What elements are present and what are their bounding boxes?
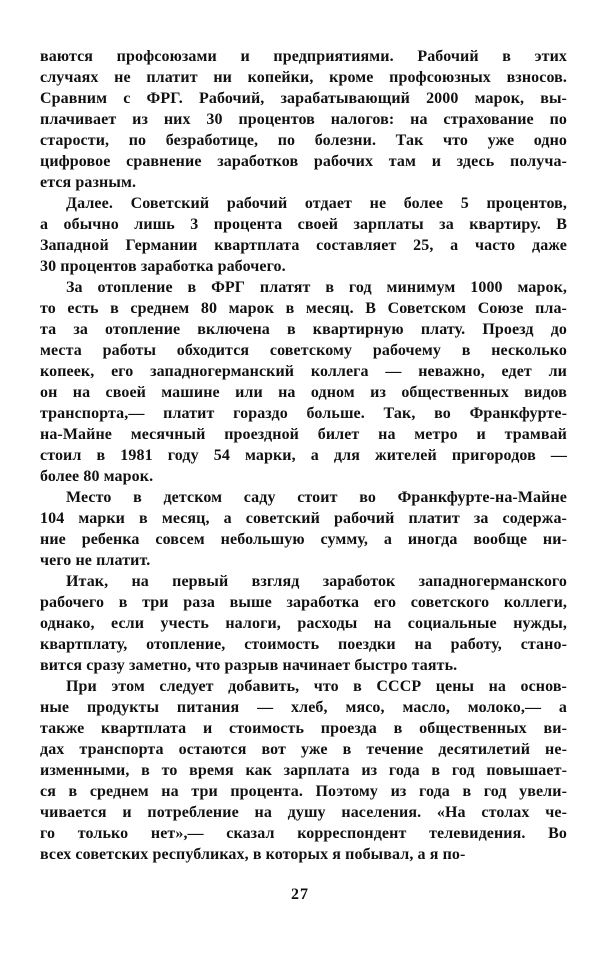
- text-block: [40, 46, 567, 865]
- paragraph: [40, 487, 567, 571]
- text-line: квартплату, отопление, стоимость поездки на работу, стано-: [40, 636, 567, 653]
- text-line: плачивает из них 30 процентов налогов: на страхование по: [40, 111, 567, 128]
- text-line: Западной Германии квартплата составляет 25, а часто даже: [40, 237, 567, 254]
- text-line: однако, если учесть налоги, расходы на социальные нужды,: [40, 615, 567, 632]
- text-line: Сравним с ФРГ. Рабочий, зарабатывающий 2000 марок, вы-: [40, 90, 567, 107]
- text-line: ется разным.: [40, 174, 137, 191]
- text-line: более 80 марок.: [40, 468, 154, 485]
- text-line: случаях не платит ни копейки, кроме профсоюзных взносов.: [40, 69, 567, 86]
- text-line: При этом следует добавить, что в СССР цены на основ-: [66, 678, 567, 695]
- paragraph: [40, 46, 567, 193]
- text-line: чего не платит.: [40, 552, 151, 569]
- text-line: 30 процентов заработка рабочего.: [40, 258, 286, 275]
- paragraph: [40, 193, 567, 277]
- paragraph: [40, 571, 567, 676]
- text-line: стоил в 1981 году 54 марки, а для жителей пригородов —: [40, 447, 567, 464]
- text-line: копеек, его западногерманский коллега — неважно, едет ли: [40, 363, 567, 380]
- paragraph: [40, 277, 567, 487]
- text-line: рабочего в три раза выше заработка его советского коллеги,: [40, 594, 567, 611]
- text-line: цифровое сравнение заработков рабочих там и здесь получа-: [40, 153, 567, 170]
- text-line: он на своей машине или на одном из общественных видов: [40, 384, 567, 401]
- text-line: транспорта,— платит гораздо больше. Так, во Франкфурте-: [40, 405, 567, 422]
- paragraph: [40, 676, 567, 865]
- text-line: а обычно лишь 3 процента своей зарплаты за квартиру. В: [40, 216, 567, 233]
- text-line: Итак, на первый взгляд заработок западногерманского: [66, 573, 567, 590]
- text-line: 104 марки в месяц, а советский рабочий платит за содержа-: [40, 510, 567, 527]
- text-line: дах транспорта остаются вот уже в течение десятилетий не-: [40, 741, 567, 758]
- text-line: то есть в среднем 80 марок в месяц. В Советском Союзе пла-: [40, 300, 567, 317]
- text-line: вится сразу заметно, что разрыв начинает быстро таять.: [40, 657, 458, 674]
- text-line: чивается и потребление на душу населения. «На столах че-: [40, 804, 567, 821]
- text-line: ваются профсоюзами и предприятиями. Рабочий в этих: [40, 48, 567, 65]
- text-line: старости, по безработице, по болезни. Так что уже одно: [40, 132, 567, 149]
- page-number: 27: [291, 886, 309, 903]
- text-line: За отопление в ФРГ платят в год минимум 1000 марок,: [66, 279, 567, 296]
- text-line: ные продукты питания — хлеб, мясо, масло, молоко,— а: [40, 699, 567, 716]
- text-line: изменными, в то время как зарплата из года в год повышает-: [40, 762, 567, 779]
- text-line: места работы обходится советскому рабочему в несколько: [40, 342, 567, 359]
- text-line: та за отопление включена в квартирную плату. Проезд до: [40, 321, 567, 338]
- text-line: на-Майне месячный проездной билет на метро и трамвай: [40, 426, 567, 443]
- text-line: всех советских республиках, в которых я побывал, а я по-: [40, 846, 466, 863]
- text-line: Место в детском саду стоит во Франкфурте-на-Майне: [66, 489, 567, 506]
- text-line: го только нет»,— сказал корреспондент телевидения. Во: [40, 825, 567, 842]
- text-line: ся в среднем на три процента. Поэтому из года в год увели-: [40, 783, 567, 800]
- text-line: ние ребенка совсем небольшую сумму, а иногда вообще ни-: [40, 531, 567, 548]
- text-line: также квартплата и стоимость проезда в общественных ви-: [40, 720, 567, 737]
- text-line: Далее. Советский рабочий отдает не более 5 процентов,: [66, 195, 567, 212]
